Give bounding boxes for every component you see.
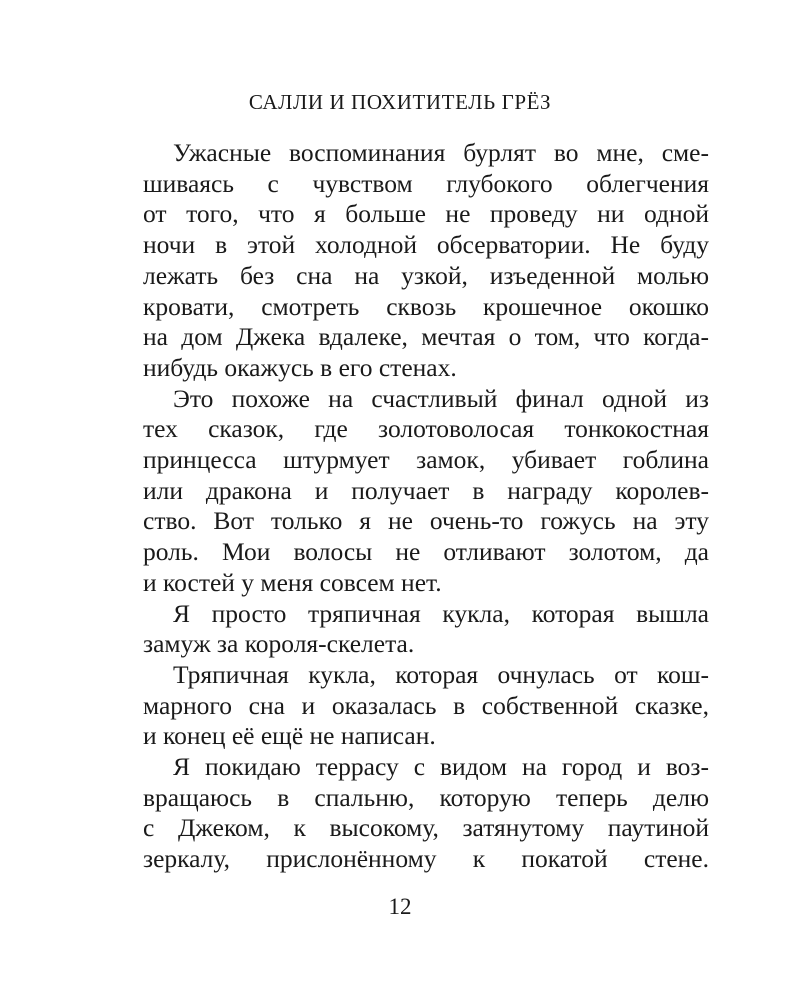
running-head: САЛЛИ И ПОХИТИТЕЛЬ ГРЁЗ: [248, 90, 552, 114]
text-line: и костей у меня совсем нет.: [143, 567, 442, 597]
text-line: марного сна и оказалась в собственной сказке,: [143, 690, 709, 720]
paragraph: [143, 660, 709, 752]
text-line: Тряпичная кукла, которая очнулась от кош-: [173, 659, 709, 689]
text-line: шиваясь с чувством глубокого облегчения: [143, 168, 709, 198]
text-line: от того, что я больше не проведу ни одной: [143, 199, 709, 229]
text-line: замуж за короля-скелета.: [143, 629, 415, 659]
body-text: [143, 138, 709, 875]
text-line: с Джеком, к высокому, затянутому паутиной: [143, 813, 709, 843]
text-line: зеркалу, прислонённому к покатой стене.: [143, 844, 709, 874]
paragraph: [143, 138, 709, 384]
page-number: 12: [388, 894, 412, 919]
paragraph: [143, 599, 709, 660]
text-line: принцесса штурмует замок, убивает гоблина: [143, 445, 709, 475]
text-line: вращаюсь в спальню, которую теперь делю: [143, 782, 709, 812]
paragraph: [143, 752, 709, 875]
text-line: Ужасные воспоминания бурлят во мне, сме-: [173, 138, 709, 167]
text-line: лежать без сна на узкой, изъеденной молью: [143, 260, 709, 290]
text-line: ство. Вот только я не очень-то гожусь на эту: [143, 506, 709, 536]
text-line: или дракона и получает в награду королев-: [143, 475, 709, 505]
text-line: Я покидаю террасу с видом на город и воз-: [173, 752, 709, 782]
paragraph: [143, 384, 709, 599]
text-line: роль. Мои волосы не отливают золотом, да: [143, 537, 709, 567]
text-line: на дом Джека вдалеке, мечтая о том, что когда-: [143, 322, 709, 352]
text-line: тех сказок, где золотоволосая тонкокостная: [143, 414, 709, 444]
text-line: кровати, смотреть сквозь крошечное окошко: [143, 291, 709, 321]
text-line: Я просто тряпичная кукла, которая вышла: [173, 598, 709, 628]
text-line: ночи в этой холодной обсерватории. Не буду: [143, 230, 709, 260]
text-line: нибудь окажусь в его стенах.: [143, 352, 457, 382]
text-line: Это похоже на счастливый финал одной из: [173, 383, 709, 413]
text-line: и конец её ещё не написан.: [143, 721, 436, 751]
